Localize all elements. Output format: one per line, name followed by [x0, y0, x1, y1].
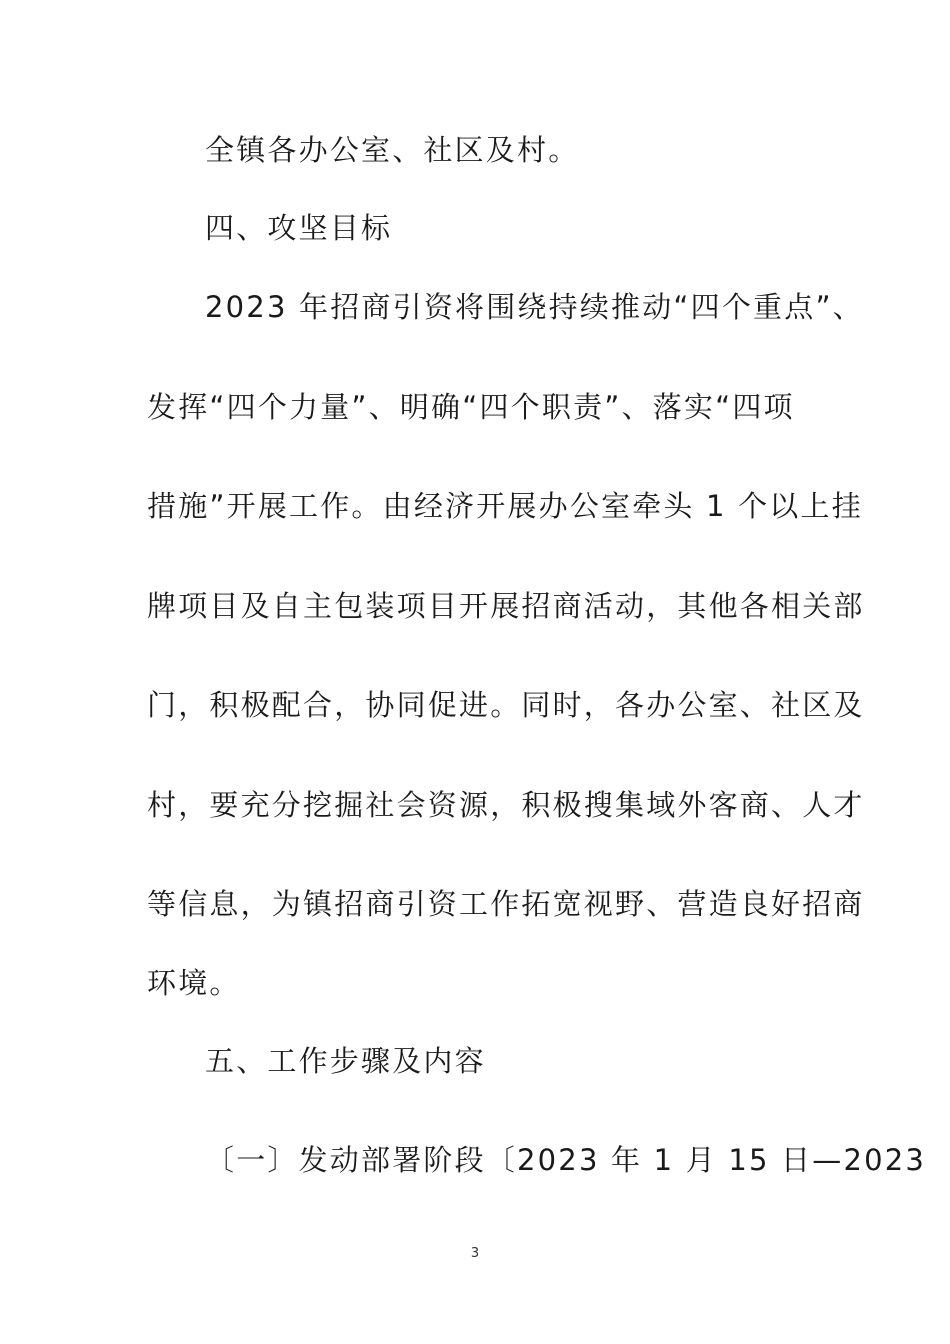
paragraph-line: 环境。: [147, 966, 241, 1000]
paragraph-line: 全镇各办公室、社区及村。: [205, 133, 580, 167]
section-heading: 五、工作步骤及内容: [205, 1044, 486, 1078]
paragraph-line: 门，积极配合，协同促进。同时，各办公室、社区及: [147, 688, 865, 722]
paragraph-line: 2023 年招商引资将围绕持续推动“四个重点”、: [205, 290, 864, 324]
paragraph-line: 村，要充分挖掘社会资源，积极搜集域外客商、人才: [147, 788, 865, 822]
paragraph-line: 发挥“四个力量”、明确“四个职责”、落实“四项: [147, 390, 795, 424]
paragraph-line: 等信息，为镇招商引资工作拓宽视野、营造良好招商: [147, 887, 865, 921]
paragraph-line: 措施”开展工作。由经济开展办公室牵头 1 个以上挂: [147, 489, 863, 523]
page-number: 3: [470, 1246, 480, 1261]
subsection-heading: 〔一〕发动部署阶段〔2023 年 1 月 15 日—2023: [205, 1143, 927, 1177]
paragraph-line: 牌项目及自主包装项目开展招商活动，其他各相关部: [147, 589, 865, 623]
section-heading: 四、攻坚目标: [205, 211, 393, 245]
